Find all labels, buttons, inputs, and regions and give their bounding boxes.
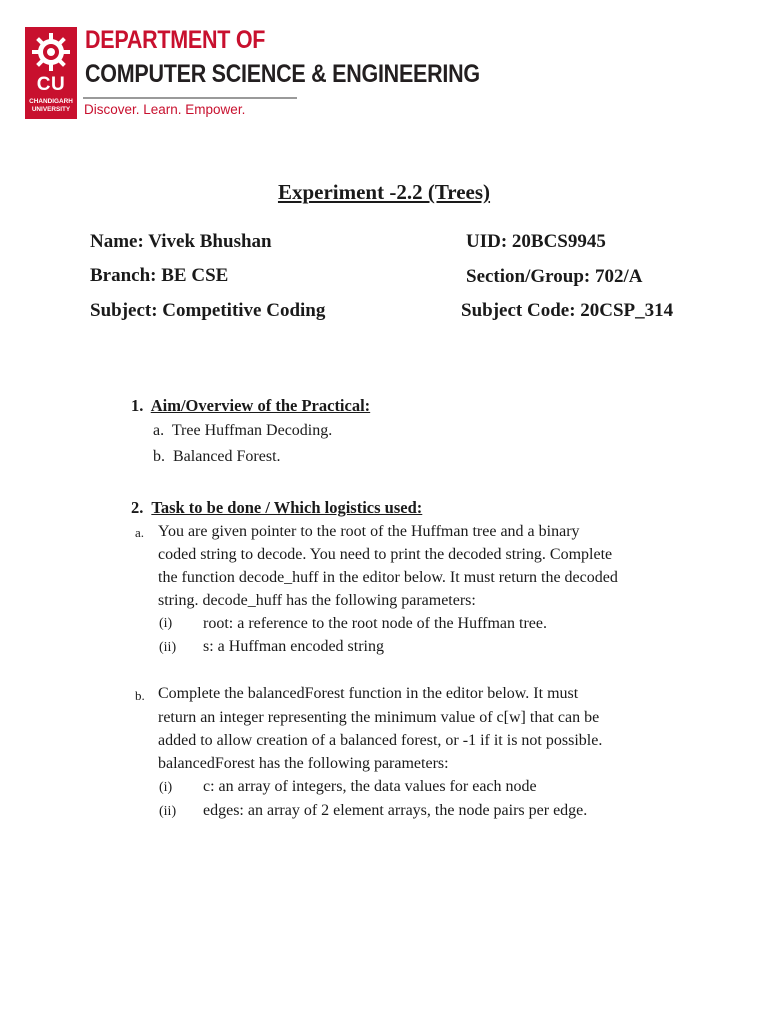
subject: Subject: Competitive Coding — [90, 300, 326, 321]
part-a-line: string. decode_huff has the following parameters: — [158, 592, 476, 609]
section-2-heading: 2. Task to be done / Which logistics used: — [131, 498, 423, 517]
logo-letters: CU — [36, 74, 66, 95]
part-b-line: balancedForest has the following parameters: — [158, 755, 449, 772]
param-text: c: an array of integers, the data values for each node — [203, 778, 537, 795]
part-b-marker: b. — [135, 688, 145, 703]
list-item: a. Tree Huffman Decoding. — [153, 422, 333, 439]
param-marker: (ii) — [159, 804, 177, 819]
header-divider — [83, 97, 297, 99]
logo-university-name: CHANDIGARH UNIVERSITY — [29, 98, 73, 113]
part-a-marker: a. — [135, 525, 145, 540]
university-logo — [25, 27, 77, 119]
list-item: b. Balanced Forest. — [153, 448, 281, 465]
branch: Branch: BE CSE — [90, 265, 229, 286]
student-name: Name: Vivek Bhushan — [90, 231, 272, 252]
part-a-line: You are given pointer to the root of the Huffman tree and a binary — [158, 523, 580, 540]
tagline: Discover. Learn. Empower. — [84, 102, 246, 117]
param-marker: (ii) — [159, 640, 177, 655]
department-line-2: COMPUTER SCIENCE & ENGINEERING — [85, 60, 480, 88]
section-group: Section/Group: 702/A — [466, 266, 643, 287]
part-a-line: coded string to decode. You need to print the decoded string. Complete — [158, 546, 613, 563]
param-marker: (i) — [159, 780, 173, 795]
param-text: s: a Huffman encoded string — [203, 638, 384, 655]
param-text: edges: an array of 2 element arrays, the node pairs per edge. — [203, 802, 588, 819]
param-text: root: a reference to the root node of the Huffman tree. — [203, 615, 547, 632]
student-uid: UID: 20BCS9945 — [466, 231, 606, 252]
experiment-title: Experiment -2.2 (Trees) — [277, 180, 491, 204]
gear-emblem-icon — [30, 31, 72, 73]
section-1-heading: 1. Aim/Overview of the Practical: — [131, 396, 371, 415]
department-line-1: DEPARTMENT OF — [85, 26, 266, 54]
param-marker: (i) — [159, 616, 173, 631]
subject-code: Subject Code: 20CSP_314 — [461, 300, 674, 321]
part-a-line: the function decode_huff in the editor below. It must return the decoded — [158, 569, 618, 586]
part-b-line: return an integer representing the minimum value of c[w] that can be — [158, 709, 600, 726]
part-b-line: added to allow creation of a balanced forest, or -1 if it is not possible. — [158, 732, 603, 749]
part-b-line: Complete the balancedForest function in the editor below. It must — [158, 685, 579, 702]
